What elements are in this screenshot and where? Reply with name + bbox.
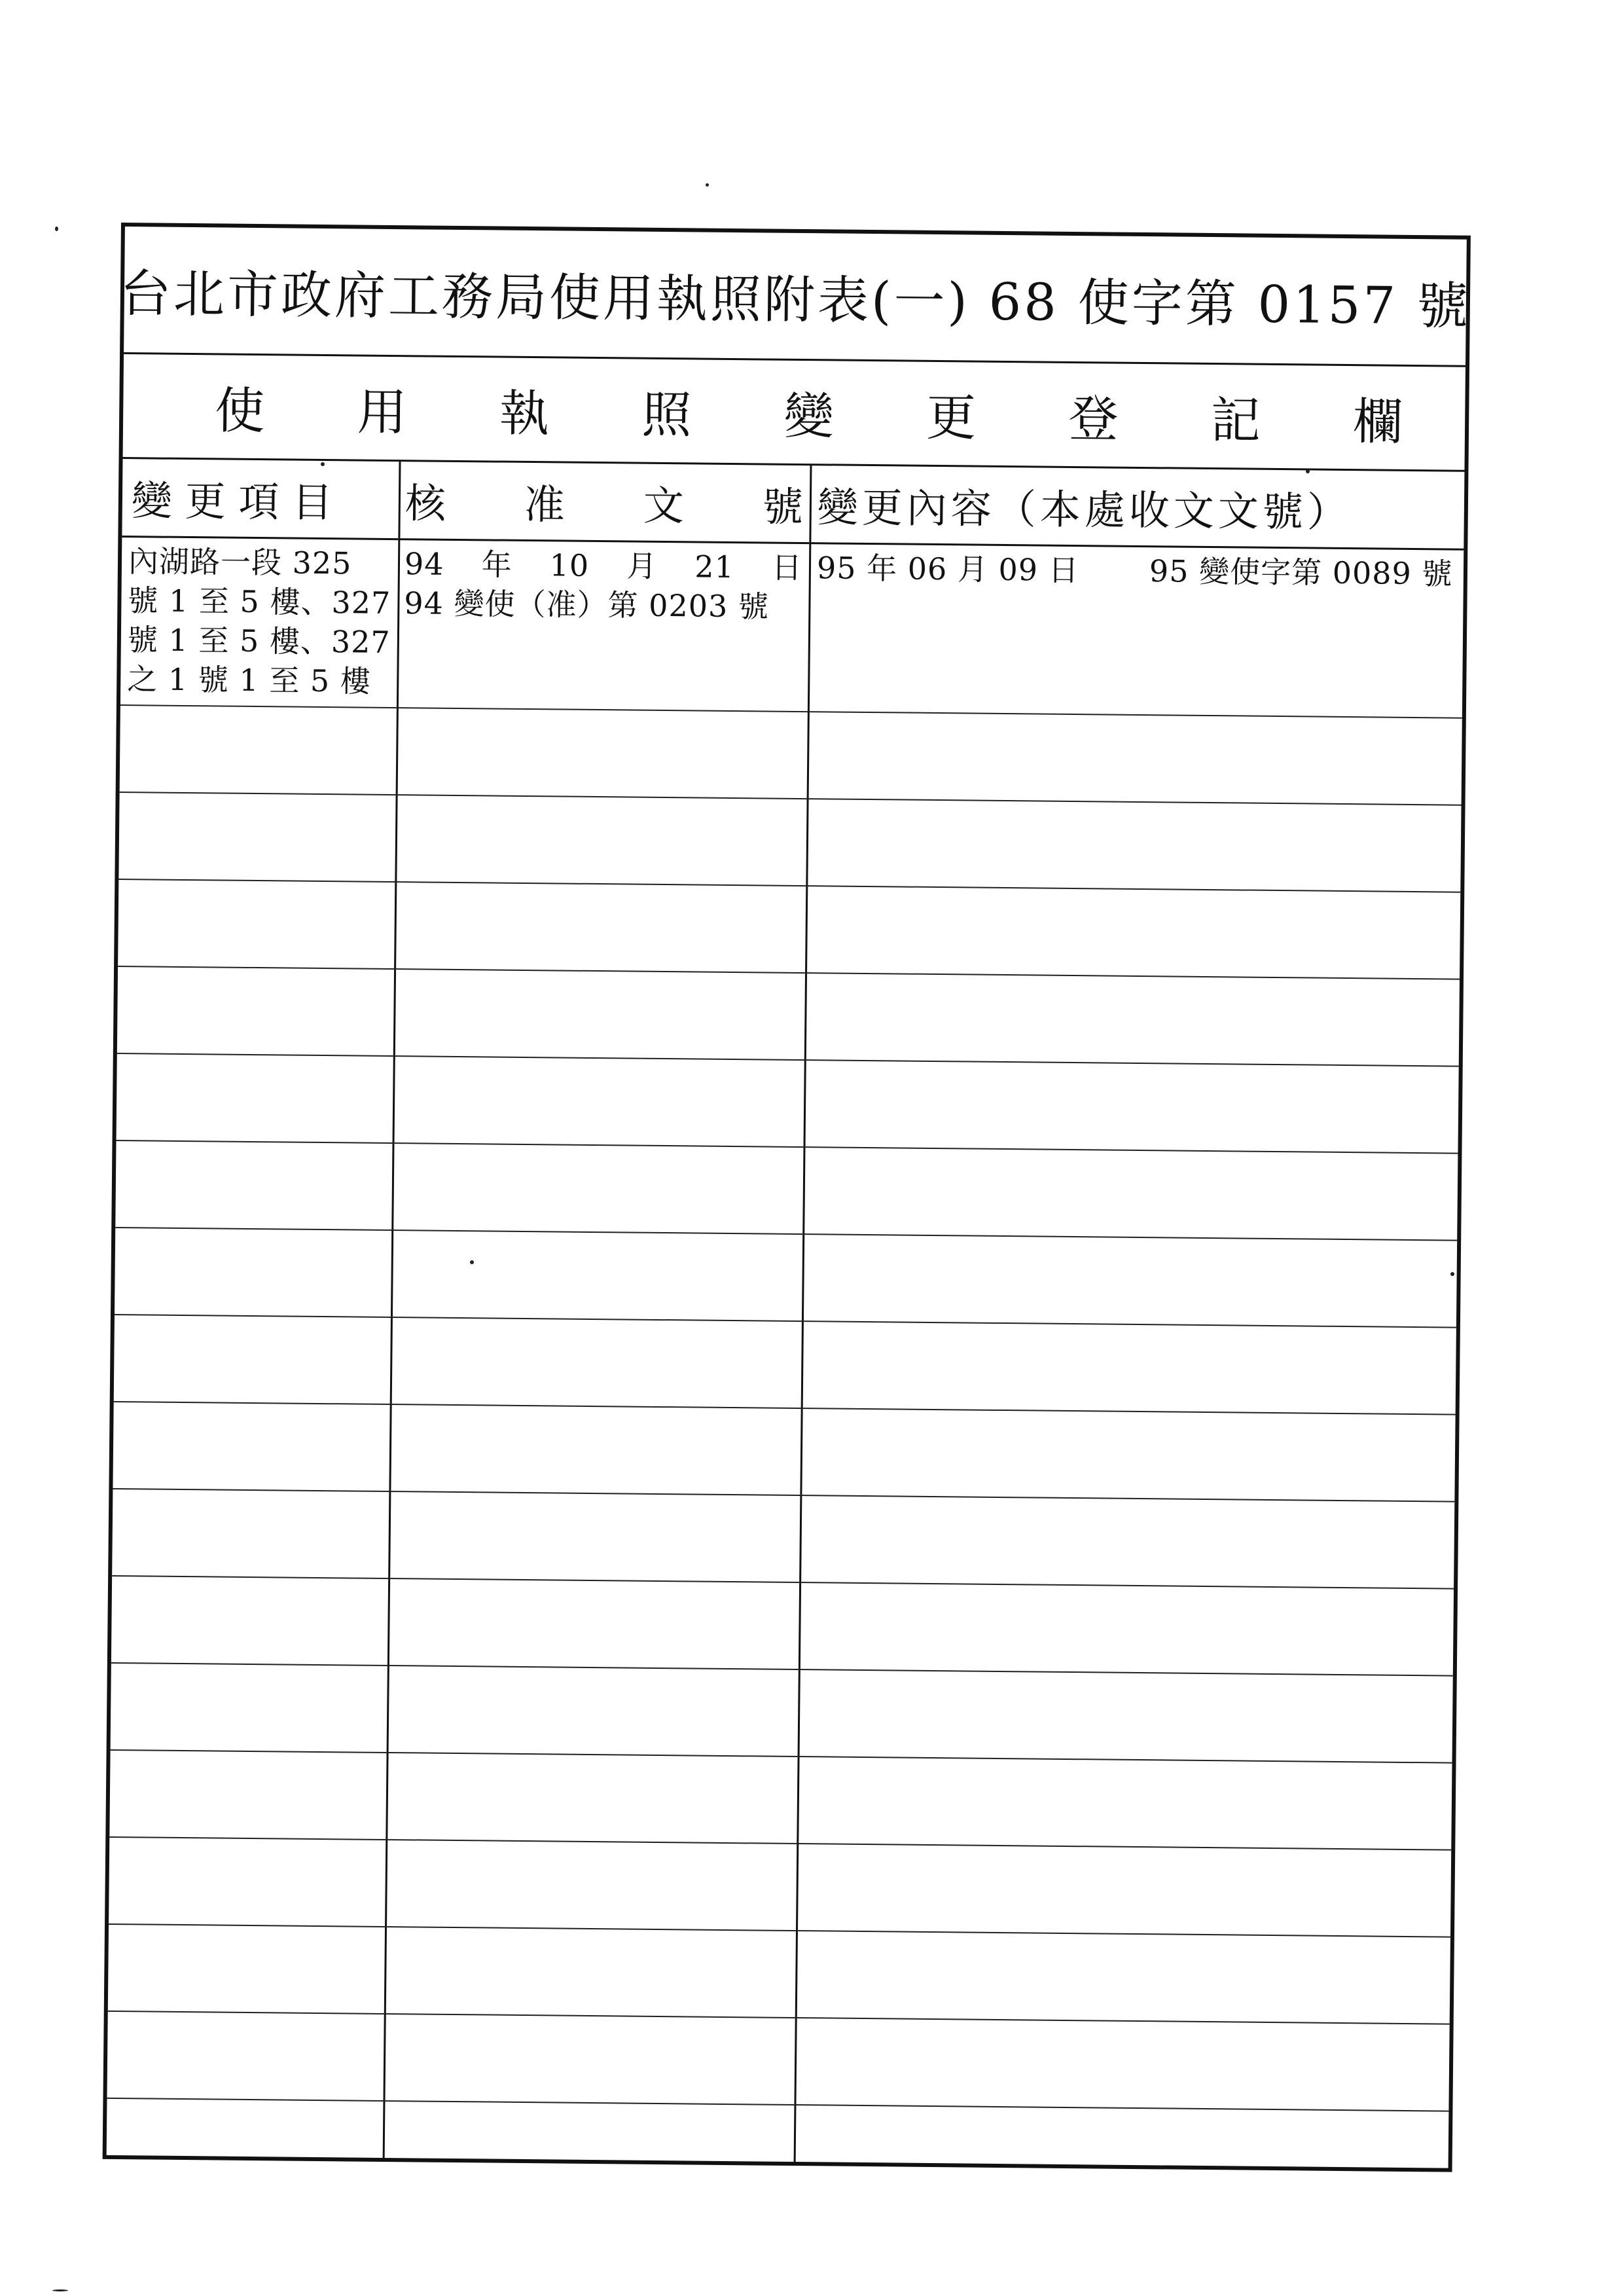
scan-speck [52,2289,68,2291]
header-approval-char: 准 [524,480,566,529]
header-change-content-label: 變更內容（本處收文文號） [817,483,1352,537]
approval-date-part: 月 [626,548,658,584]
scan-speck [706,183,709,187]
approval-date-part: 94 [404,546,444,582]
row-divider [115,1227,1457,1241]
row-divider [115,1314,1456,1328]
approval-date-part: 年 [481,547,512,583]
license-appendix-form [103,223,1471,2172]
approval-date-part: 日 [771,549,803,586]
scan-speck [470,1260,474,1264]
change-item-line: 之 1 號 1 至 5 樓 [127,661,372,699]
header-change-item-label: 變 更 項 目 [131,477,333,527]
row-divider [112,1575,1454,1590]
row-divider [109,1836,1451,1851]
scan-speck [55,227,58,231]
header-change-content [809,465,1464,551]
change-item-line: 號 1 至 5 樓、327 [127,622,391,660]
section-heading-char: 使 [214,381,265,441]
scan-speck [321,462,325,466]
row-divider [111,1749,1452,1764]
change-content-doc-number: 95 變使字第 0089 號 [1149,553,1453,592]
header-approval-char: 文 [643,481,685,530]
approval-date-part: 10 [549,547,590,583]
change-item-line: 內湖路一段 325 [128,543,352,581]
approval-date-part: 21 [694,549,735,585]
row-divider [117,1140,1458,1154]
section-heading-char: 用 [357,382,408,442]
form-title [119,227,1471,367]
row-divider [120,704,1462,719]
approval-doc-number: 94 變使（准）第 0203 號 [404,585,770,625]
change-register-table [107,459,1465,2168]
section-heading-char: 變 [783,386,835,446]
header-approval-char: 號 [762,483,804,532]
row-divider [109,1923,1450,1938]
row-divider [113,1488,1454,1503]
column-divider [794,465,812,2162]
row-divider [111,1662,1453,1677]
approval-date [404,544,803,587]
scan-speck [1306,469,1310,473]
header-approval-char: 核 [404,479,446,528]
row-divider [118,879,1460,893]
section-heading [123,354,1465,472]
row-divider [117,1053,1459,1067]
section-heading-char: 更 [926,388,977,447]
row-divider [118,966,1460,980]
change-item-line: 號 1 至 5 樓、327 [128,583,391,621]
section-heading-char: 記 [1210,390,1261,450]
form-title-text: 台北市政府工務局使用執照附表(一) 68 使字第 0157 號 [119,264,1471,337]
row-divider [108,2011,1450,2025]
scan-speck [1450,1272,1454,1276]
section-heading-char: 欄 [1352,392,1403,451]
section-heading-char: 照 [641,385,692,445]
header-change-item [122,459,399,540]
section-heading-char: 登 [1068,389,1119,448]
column-divider [383,462,401,2158]
section-heading-char: 執 [499,384,550,443]
row-divider [120,792,1462,806]
row-divider [114,1401,1456,1415]
row-divider [107,2098,1448,2112]
header-approval-no [398,462,810,544]
change-content-date: 95 年 06 月 09 日 [816,550,1079,589]
